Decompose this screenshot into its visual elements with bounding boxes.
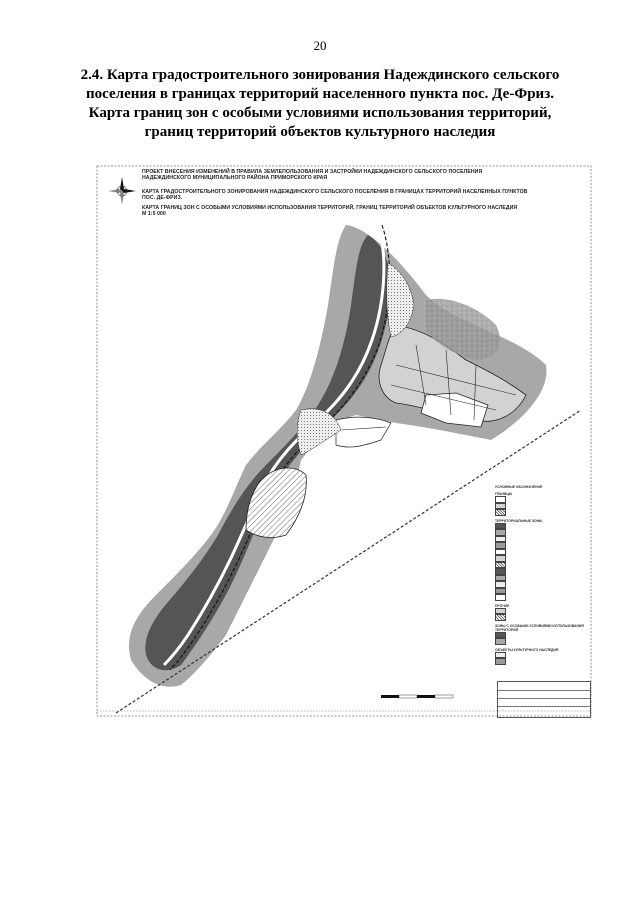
heading-line: поселения в границах территорий населенного пункта пос. Де-Фриз. <box>86 86 554 102</box>
legend-swatch <box>495 638 506 645</box>
scale-bar <box>381 695 453 698</box>
legend-section-title: ПРОЧИЕ <box>495 603 510 608</box>
map-title <box>142 169 552 181</box>
section-heading <box>60 66 580 142</box>
legend-item <box>495 594 587 601</box>
legend-section-title: ГРАНИЦЫ <box>495 492 513 496</box>
legend-swatch <box>495 594 506 601</box>
map-title-line: ПРОЕКТ ВНЕСЕНИЯ ИЗМЕНЕНИЙ В ПРАВИЛА ЗЕМЛЕПОЛЬЗОВАНИЯ И ЗАСТРОЙКИ НАДЕЖДИНСКОГО СЕЛЬСКОГО ПОСЕЛЕНИЯ <box>142 169 483 175</box>
map-title-line: НАДЕЖДИНСКОГО МУНИЦИПАЛЬНОГО РАЙОНА ПРИМОРСКОГО КРАЯ <box>142 175 328 182</box>
map-legend <box>495 482 587 665</box>
map-scale-label: М 1:5 000 <box>142 211 166 218</box>
map-title-line: КАРТА ГРАНИЦ ЗОН С ОСОБЫМИ УСЛОВИЯМИ ИСПОЛЬЗОВАНИЯ ТЕРРИТОРИЙ, ГРАНИЦ ТЕРРИТОРИЙ ОБЪЕКТОВ КУЛЬТУРНОГО НАСЛЕДИЯ <box>142 205 518 211</box>
legend-swatch <box>495 509 506 516</box>
map-title-line: ПОС. ДЕ-ФРИЗ. <box>142 195 183 202</box>
legend-item <box>495 509 587 516</box>
map-subtitle-2 <box>142 205 552 217</box>
heading-line: Карта границ зон с особыми условиями использования территорий, <box>88 105 552 121</box>
title-block-stamp <box>497 681 591 718</box>
legend-heading: УСЛОВНЫЕ ОБОЗНАЧЕНИЯ <box>495 485 543 489</box>
legend-swatch <box>495 614 506 621</box>
legend-swatch <box>495 658 506 665</box>
map-title-line: КАРТА ГРАДОСТРОИТЕЛЬНОГО ЗОНИРОВАНИЯ НАДЕЖДИНСКОГО СЕЛЬСКОГО ПОСЕЛЕНИЯ В ГРАНИЦАХ ТЕРРИТОРИЙ НАСЕЛЕННЫХ ПУНКТОВ <box>142 189 528 195</box>
legend-section-title: ТЕРРИТОРИАЛЬНЫЕ ЗОНЫ <box>495 518 543 523</box>
map-subtitle <box>142 189 552 201</box>
page-number: 20 <box>313 38 327 53</box>
legend-section-title: ОБЪЕКТЫ КУЛЬТУРНОГО НАСЛЕДИЯ <box>495 647 559 652</box>
legend-section-title: ЗОНЫ С ОСОБЫМИ УСЛОВИЯМИ ИСПОЛЬЗОВАНИЯ ТЕРРИТОРИЙ <box>495 623 584 632</box>
legend-item <box>495 658 587 665</box>
legend-item <box>495 638 587 645</box>
legend-item <box>495 614 587 621</box>
heading-line: 2.4. Карта градостроительного зонирования Надеждинского сельского <box>80 67 560 83</box>
heading-line: границ территорий объектов культурного наследия <box>144 124 496 140</box>
